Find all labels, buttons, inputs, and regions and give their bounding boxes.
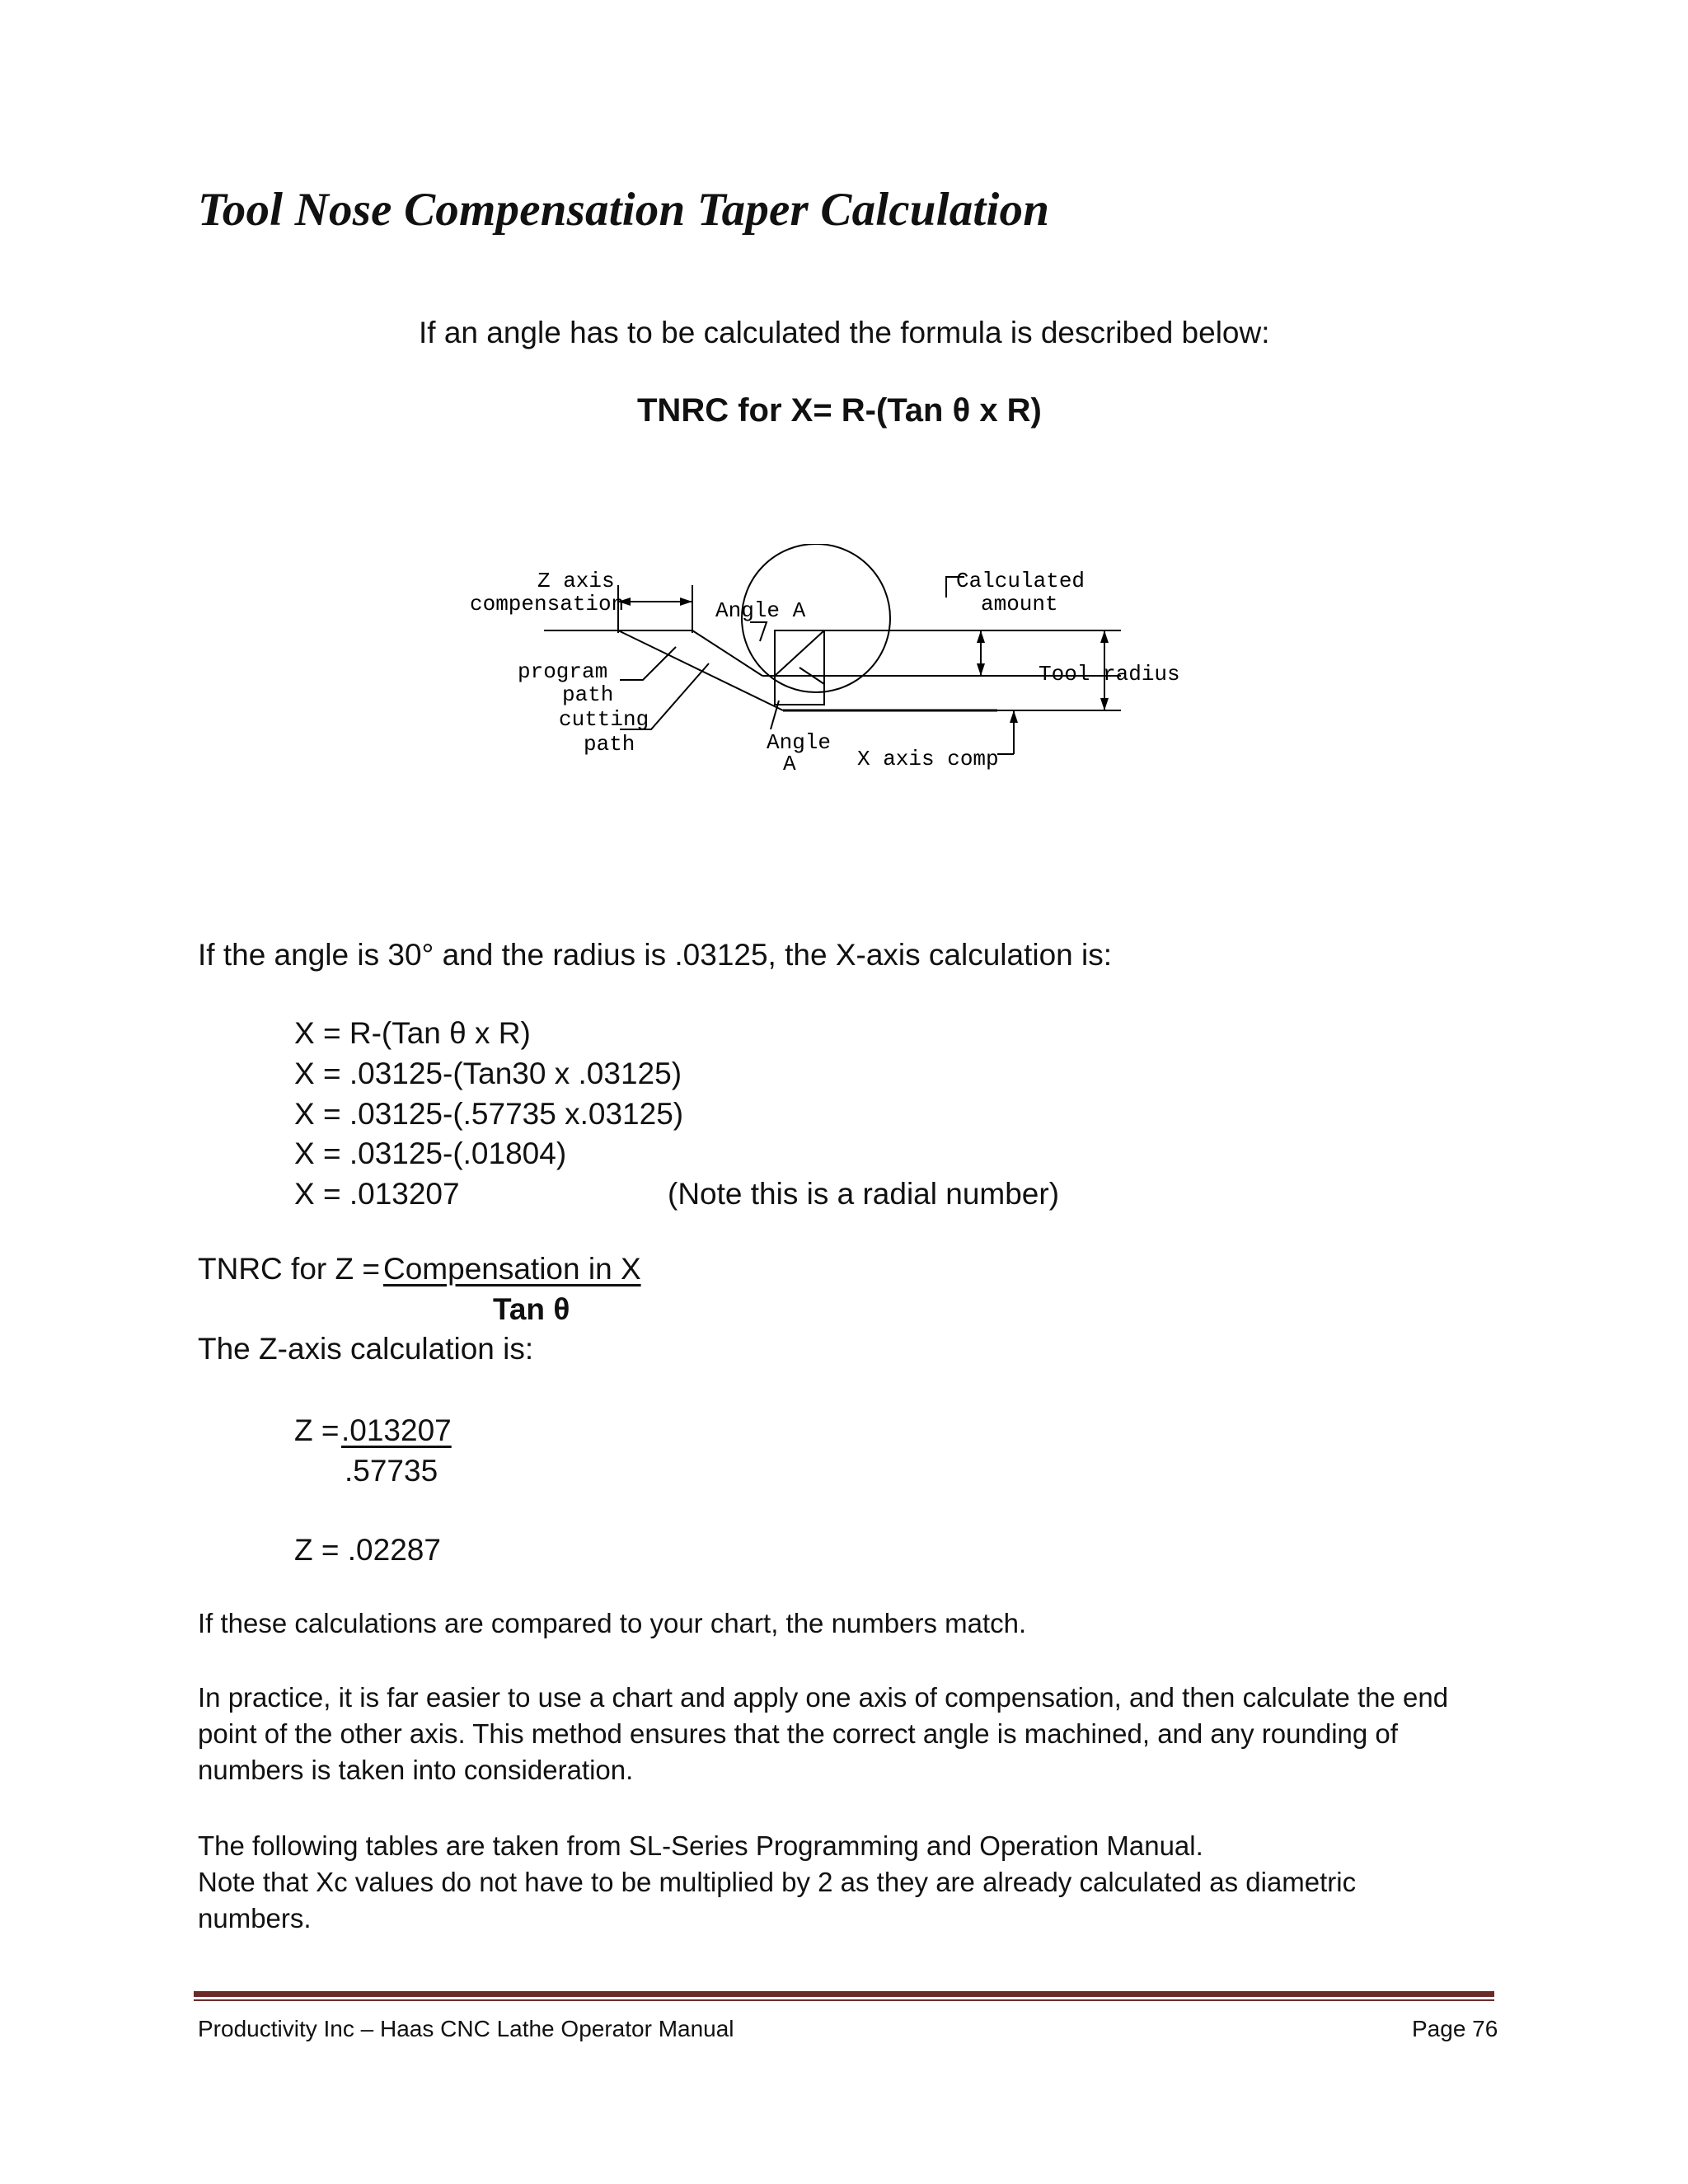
label-a-bottom: A: [783, 752, 796, 776]
footer-rule-thick: [194, 1991, 1494, 1997]
footer-rule-thin: [194, 1999, 1494, 2001]
label-tool-radius: Tool radius: [1039, 662, 1180, 687]
label-z-axis: Z axis: [537, 569, 615, 593]
tables-line-3: numbers.: [198, 1903, 312, 1933]
page-title: Tool Nose Compensation Taper Calculation: [198, 184, 1050, 236]
x-step-4: X = .03125-(.01804): [294, 1137, 567, 1170]
example-intro: If the angle is 30° and the radius is .03125, the X-axis calculation is:: [198, 938, 1113, 972]
label-program: program: [518, 659, 608, 684]
label-cutting: cutting: [559, 707, 649, 732]
angle-top-leader: [750, 622, 767, 641]
z-result: Z = .02287: [294, 1533, 441, 1567]
formula-x-heading: TNRC for X= R-(Tan θ x R): [637, 392, 1042, 429]
x-step-2: X = .03125-(Tan30 x .03125): [294, 1057, 682, 1090]
x-step-3: X = .03125-(.57735 x.03125): [294, 1097, 684, 1131]
program-path-leader: [620, 647, 676, 680]
footer-title: Productivity Inc – Haas CNC Lathe Operator Manual: [198, 2016, 734, 2041]
tables-line-1: The following tables are taken from SL-Series Programming and Operation Manual.: [198, 1830, 1203, 1861]
practice-line-2: point of the other axis. This method ensures that the correct angle is machined, and any rounding of: [198, 1718, 1398, 1749]
z-intro: The Z-axis calculation is:: [198, 1332, 534, 1366]
x-step-1: X = R-(Tan θ x R): [294, 1016, 531, 1050]
label-cutting-path: path: [584, 732, 635, 757]
compare-paragraph: If these calculations are compared to your chart, the numbers match.: [198, 1608, 1027, 1638]
z-formula-prefix: TNRC for Z =: [198, 1252, 380, 1286]
label-calculated: Calculated: [956, 569, 1085, 593]
x-note: (Note this is a radial number): [668, 1177, 1060, 1211]
tables-paragraph: [198, 1828, 1500, 1937]
z-step-prefix: Z =: [294, 1413, 340, 1447]
practice-line-3: numbers is taken into consideration.: [198, 1755, 634, 1785]
footer-page-number: Page 76: [1412, 2016, 1498, 2041]
z-formula-denominator: Tan θ: [493, 1292, 570, 1326]
intro-text: If an angle has to be calculated the formula is described below:: [419, 316, 1270, 349]
label-amount: amount: [981, 592, 1058, 616]
practice-paragraph: [198, 1680, 1500, 1788]
program-path-taper: [692, 630, 762, 676]
label-x-axis-comp: X axis comp: [857, 747, 999, 771]
label-angle-a-top: Angle A: [715, 598, 806, 623]
label-angle-bottom: Angle: [767, 730, 832, 755]
x-step-5: X = .013207: [294, 1177, 460, 1211]
z-step-denominator: .57735: [345, 1454, 438, 1488]
tables-line-2: Note that Xc values do not have to be multiplied by 2 as they are already calculated as diametric: [198, 1867, 1357, 1897]
label-program-path: path: [562, 682, 614, 707]
z-formula-numerator: Compensation in X: [383, 1252, 641, 1286]
construction-diagonal: [775, 630, 824, 676]
tnrc-diagram: [470, 544, 1195, 791]
cutting-path-taper: [618, 630, 783, 710]
practice-line-1: In practice, it is far easier to use a chart and apply one axis of compensation, and then calculate the end: [198, 1682, 1449, 1713]
label-compensation: compensation: [470, 592, 625, 616]
z-step-numerator: .013207: [341, 1413, 452, 1447]
